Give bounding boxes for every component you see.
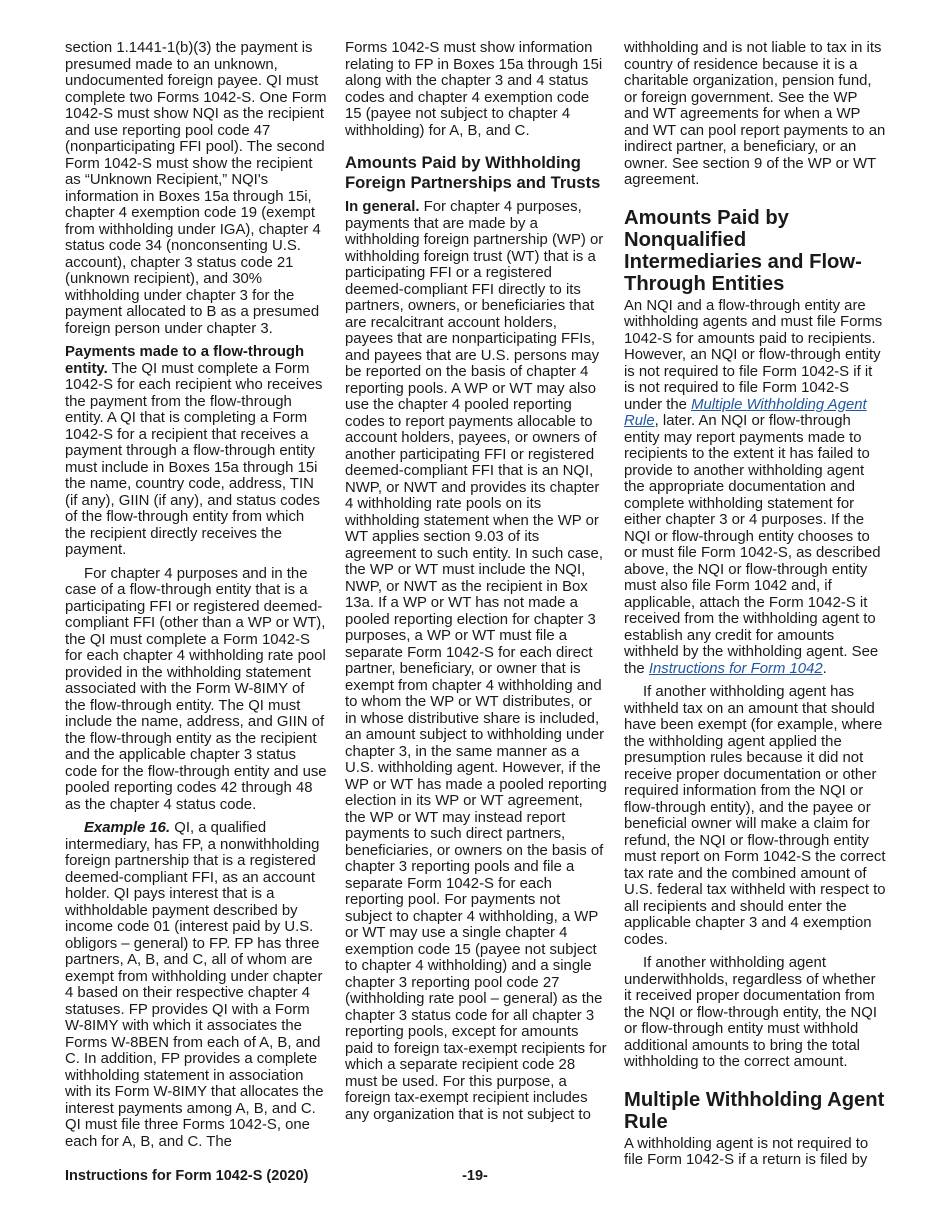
paragraph: section 1.1441-1(b)(3) the payment is presumed made to an unknown, undocumented foreign payee. QI must complete two Forms 1042-S. One Form 1042-S must show NQI as the recipient and use reporting pool code 47 (nonparticipating FFI pool). The second Form 1042-S must show the recipient as “Unknown Recipient,” NQI's information in Boxes 15a through 15i, chapter 4 exemption code 19 (exempt from withholding under IGA), chapter 4 status code 34 (nonconsenting U.S. account), chapter 3 status code 21 (unknown recipient), and 30% withholding under chapter 3 for the payment allocated to B as a presumed foreign person under chapter 3. xyxy=(65,40,327,337)
paragraph xyxy=(345,199,607,1123)
multiple-withholding-agent-rule-link[interactable]: Multiple Withholding Agent Rule xyxy=(624,396,867,429)
paragraph: A withholding agent is not required to file Form 1042-S if a return is filed by xyxy=(624,1135,869,1168)
paragraph xyxy=(624,298,886,678)
column-1 xyxy=(65,40,327,1157)
page-number: -19- xyxy=(462,1168,488,1184)
run-in-heading: Payments made to a flow-through entity. xyxy=(65,344,305,377)
footer-title: Instructions for Form 1042-S (2020) xyxy=(65,1168,309,1184)
paragraph-text: , later. An NQI or flow-through entity may report payments made to recipients to the extent it has failed to provide to another withholding agent the appropriate documentation and complete withholding statement for either chapter 3 or 4 purposes. If the NQI or flow-through entity chooses to or must file Form 1042-S, as described above, the NQI or flow-through entity must also file Form 1042 and, if applicable, attach the Form 1042-S it received from the withholding agent to establish any credit for amounts withheld by the withholding agent. See the xyxy=(624,413,881,677)
paragraph-text: . xyxy=(822,660,827,677)
section-heading-nqi: Amounts Paid by Nonqualified Intermediaries and Flow-Through Entities xyxy=(624,206,862,295)
paragraph-text: For chapter 4 purposes, payments that are made by a withholding foreign partnership (WP) or withholding foreign trust (WT) that is a participating FFI or a registered deemed-compliant FFI directly to its partners, owners, or beneficiaries that are recalcitrant account holders, payees that are nonparticipating FFIs, and payees that are U.S. persons may be reported on the basis of chapter 4 reporting pools. A WP or WT may also use the chapter 4 pooled reporting codes to report payments allocable to account holders, payees, or owners of another participating FFI or registered deemed-compliant FFI that is an NQI, NWP, or NWT and provides its chapter 4 withholding rate pools on its withholding statement when the WP or WT applies section 9.03 of its agreement to such entity. In such case, the WP or WT must include the NQI, NWP, or NWT as the recipient in Box 13a. If a WP or WT has not made a pooled reporting election for chapter 3 purposes, a WP or WT must file a separate Form 1042-S for each direct partner, beneficiary, or owner that is exempt from chapter 4 withholding and to whom the WP or WT distributes, or in whose distributive share is included, an amount subject to withholding under chapter 3, in the same manner as a U.S. withholding agent. However, if the WP or WT has made a pooled reporting election in its WP or WT agreement, the WP or WT may instead report payments to such direct partners, beneficiaries, or owners on the basis of chapter 3 reporting pools and file a separate Form 1042-S for each reporting pool. For payments not subject to chapter 4 withholding, a WP or WT may use a single chapter 4 exemption code 15 (payee not subject to chapter 4 withholding) and a single chapter 3 reporting pool code 27 (withholding rate pool – general) as the chapter 3 status code for all chapter 3 reporting pools, except for amounts paid to foreign tax-exempt recipients for which a separate recipient code 28 must be used. For this purpose, a foreign tax-exempt recipient includes any organization that is not subject to xyxy=(345,199,607,1123)
paragraph: If another withholding agent underwithholds, regardless of whether it received proper documentation from the NQI or flow-through entity, the NQI or flow-through entity must withhold additional amounts to bring the total withholding to the correct amount. xyxy=(624,955,877,1070)
column-2 xyxy=(345,40,607,1130)
paragraph: withholding and is not liable to tax in its country of residence because it is a charitable organization, pension fund, or foreign government. See the WP and WT agreements for when a WP and WT can pool report payments to an indirect partner, a beneficiary, or an owner. See section 9 of the WP or WT agreement. xyxy=(624,40,886,188)
paragraph xyxy=(65,344,327,559)
run-in-heading: In general. xyxy=(345,199,420,215)
page-footer xyxy=(65,1168,885,1186)
paragraph-text: QI, a qualified intermediary, has FP, a nonwithholding foreign partnership that is a registered deemed-compliant FFI, as an account holder. QI pays interest that is a withholdable payment described by income code 01 (interest paid by U.S. obligors – general) to FP. FP has three partners, A, B, and C, all of whom are exempt from withholding under chapter 4 based on their respective chapter 4 statuses. FP provides QI with a Form W-8IMY with which it associates the Forms W-8BEN from each of A, B, and C. In addition, FP provides a complete withholding statement in association with its Form W-8IMY that allocates the interest payments among A, B, and C. QI must file three Forms 1042-S, one each for A, B, and C. The xyxy=(65,820,324,1150)
example-paragraph xyxy=(65,820,327,1150)
paragraph: Forms 1042-S must show information relating to FP in Boxes 15a through 15i along with the chapter 3 and 4 status codes and chapter 4 exemption code 15 (payee not subject to chapter 4 withholding) for A, B, and C. xyxy=(345,40,603,139)
section-heading: Amounts Paid by Withholding Foreign Partnerships and Trusts xyxy=(345,153,601,192)
instructions-form-1042-link[interactable]: Instructions for Form 1042 xyxy=(648,660,823,677)
paragraph-text: An NQI and a flow-through entity are withholding agents and must file Forms 1042-S for amounts paid to recipients. However, an NQI or flow-through entity is not required to file Form 1042-S if it is not required to file Form 1042-S under the xyxy=(624,297,883,413)
example-heading: Example 16. xyxy=(84,820,171,836)
paragraph: For chapter 4 purposes and in the case of a flow-through entity that is a participating FFI or registered deemed-compliant FFI (other than a WP or WT), the QI must complete a Form 1042-S for each chapter 4 withholding rate pool provided in the withholding statement associated with the Form W-8IMY of the flow-through entity. The QI must include the name, address, and GIIN of the flow-through entity as the recipient and the applicable chapter 3 status code for the flow-through entity and use pooled reporting codes 42 through 48 as the chapter 4 status code. xyxy=(65,565,327,813)
paragraph-text: The QI must complete a Form 1042-S for each recipient who receives the payment from the flow-through entity. A QI that is completing a Form 1042-S for a recipient that receives a payment through a flow-through entity must include in Boxes 15a through 15i the name, country code, address, TIN (if any), GIIN (if any), and status codes of the flow-through entity from which the recipient directly receives the payment. xyxy=(65,360,323,558)
section-heading-multiple-withholding: Multiple Withholding Agent Rule xyxy=(624,1088,885,1133)
column-3 xyxy=(624,40,886,1176)
paragraph: If another withholding agent has withheld tax on an amount that should have been exempt (for example, where the withholding agent applied the presumption rules because it did not receive proper documentation or other required information from the NQI or flow-through entity), and the payee or beneficial owner will make a claim for refund, the NQI or flow-through entity must report on Form 1042-S the correct tax rate and the combined amount of U.S. federal tax withheld with respect to all recipients and should enter the applicable chapter 3 and 4 exemption codes. xyxy=(624,684,886,948)
